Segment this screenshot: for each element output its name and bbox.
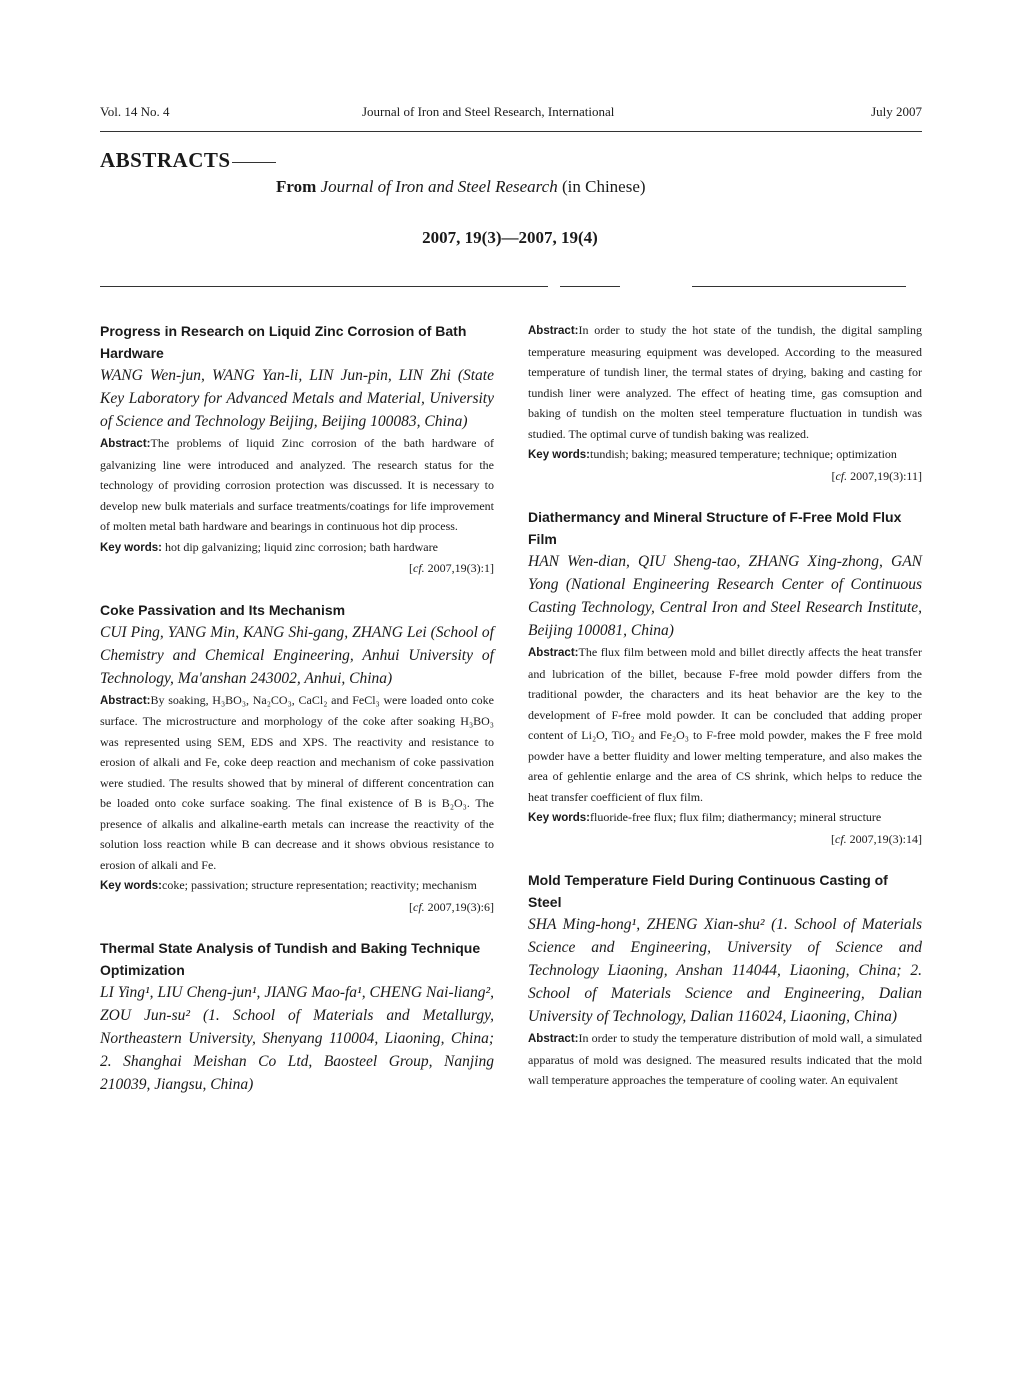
citation: [cf. 2007,19(3):1] [409,561,494,575]
article-title: Diathermancy and Mineral Structure of F-Free Mold Flux Film [528,509,902,547]
abstract-label: Abstract: [528,325,579,337]
abstract-label: Abstract: [528,647,579,659]
article-authors: WANG Wen-jun, WANG Yan-li, LIN Jun-pin, LIN Zhi (State Key Laboratory for Advanced Metals and Material, University of Science and Technology Beijing, Beijing 100083, China) [100,367,494,430]
keywords-text: fluoride-free flux; flux film; diathermancy; mineral structure [590,810,882,824]
cf-label: cf. [413,561,425,575]
issue-range: 2007, 19(3)—2007, 19(4) [422,228,598,247]
source-suffix: (in Chinese) [561,177,646,196]
keywords-label: Key words: [100,880,162,892]
volume-issue: Vol. 14 No. 4 [100,104,170,119]
article-title: Coke Passivation and Its Mechanism [100,601,346,618]
article-authors: LI Ying¹, LIU Cheng-jun¹, JIANG Mao-fa¹, CHENG Nai-liang², ZOU Jun-su² (1. School of Materials and Metallurgy, Northeastern University, Shenyang 110004, Liaoning, China; 2. Shanghai Meishan Co Ltd, Baosteel Group, Nanjing 210039, Jiangsu, China) [100,984,494,1093]
article-keywords [528,444,922,466]
abstract-text: The flux film between mold and billet directly affects the heat transfer and lubrication of the billet, because F-free mold powder differs from the traditional powder, the characters and its heat behavior are the key to the development of F-free mold powder. It can be concluded that adding proper content of Li₂O, TiO₂ and Fe₂O₃ to F-free mold powder, makes the F free mold powder have a better fluidity and lower melting temperature, and also makes the area of gehlentie enlarge and the area of CS shrink, which helps to reduce the heat transfer coefficient of flux film. [528,645,922,804]
section-title: ABSTRACTS [100,148,231,172]
article-keywords [100,875,494,897]
article [100,937,494,1096]
article-title: Mold Temperature Field During Continuous Casting of Steel [528,872,888,910]
citation: [cf. 2007,19(3):14] [831,831,922,846]
article-authors: CUI Ping, YANG Min, KANG Shi-gang, ZHANG Lei (School of Chemistry and Chemical Engineering, Anhui University of Technology, Ma'anshan 243002, Anhui, China) [100,623,494,687]
section-subtitle [276,177,646,197]
article [528,320,922,486]
article [100,320,494,579]
abstract-text: By soaking, H₃BO₃, Na₂CO₃, CaCl₂ and FeCl₃ were loaded onto coke surface. The microstructure and morphology of the coke after soaking H₃BO₃ was represented using SEM, EDS and XPS. The reactivity and resistance to erosion of alkali and Fe, coke deep reaction and mechanism of coke passivation were studied. The results showed that by mineral of different concentration can be loaded onto coke surface soaking. The final existence of B is B₂O₃. The presence of alkalis and alkaline-earth metals can increase the reactivity of the solution loss reaction while B can decrease and it shows obvious resistance to erosion of alkali and Fe. [100,692,494,872]
article-abstract [100,433,494,537]
abstract-label: Abstract: [100,694,151,707]
source-prefix: From [276,177,317,196]
article-keywords [528,807,922,829]
abstract-label: Abstract: [528,1033,579,1045]
article [100,599,494,918]
header-rule [100,131,922,132]
source-journal: Journal of Iron and Steel Research [320,177,558,196]
citation-ref: 2007,19(3):1] [427,561,494,575]
abstract-text: In order to study the temperature distribution of mold wall, a simulated apparatus of mold was designed. The measured results indicated that the mold wall temperature approaches the temperature of cooling water. An equivalent [528,1031,922,1087]
cf-label: cf. [835,831,847,846]
abstract-label: Abstract: [100,438,151,450]
article-title: Thermal State Analysis of Tundish and Baking Technique Optimization [100,940,481,978]
article-title: Progress in Research on Liquid Zinc Corrosion of Bath Hardware [100,323,467,361]
divider-rule-3 [692,286,906,287]
divider-rule-1 [100,286,548,287]
keywords-text: coke; passivation; structure representation; reactivity; mechanism [162,878,477,892]
article-authors: SHA Ming-hong¹, ZHENG Xian-shu² (1. School of Materials Science and Engineering, University of Science and Technology Liaoning, Anshan 114044, Liaoning, China; 2. School of Materials Science and Engineering, Dalian University of Technology, Dalian 116024, Liaoning, China) [528,916,922,1025]
issue-date: July 2007 [871,104,922,119]
article [528,506,922,849]
journal-name: Journal of Iron and Steel Research, International [362,104,615,119]
citation-ref: 2007,19(3):6] [427,899,494,914]
citation: [cf. 2007,19(3):11] [831,468,922,483]
article-abstract [100,690,494,876]
keywords-label: Key words: [100,541,162,554]
citation-ref: 2007,19(3):11] [850,468,922,483]
article-authors: HAN Wen-dian, QIU Sheng-tao, ZHANG Xing-zhong, GAN Yong (National Engineering Research Center of Continuous Casting Technology, Central Iron and Steel Research Institute, Beijing 100081, China) [528,553,922,639]
article-abstract [528,642,922,807]
keywords-label: Key words: [528,449,590,461]
keywords-label: Key words: [528,812,590,824]
keywords-text: tundish; baking; measured temperature; technique; optimization [590,447,897,461]
article [528,869,922,1091]
right-column [528,320,922,1111]
article-abstract [528,1028,922,1091]
keywords-text: hot dip galvanizing; liquid zinc corrosion; bath hardware [165,539,438,554]
divider-rule-2 [560,286,620,287]
left-column [100,320,494,1116]
title-dash [232,162,276,163]
running-head [100,104,922,124]
article-abstract [528,320,922,444]
article-keywords [100,537,494,559]
cf-label: cf. [413,899,425,914]
cf-label: cf. [835,468,848,483]
abstract-text: The problems of liquid Zinc corrosion of the bath hardware of galvanizing line were introduced and analyzed. The research status for the technology of providing corrosion protection was discussed. It is necessary to develop new bulk materials and surface treatments/coatings for life improvement of molten metal bath hardware and bearings in continuous hot dip process. [100,436,494,533]
citation: [cf. 2007,19(3):6] [409,899,494,914]
citation-ref: 2007,19(3):14] [849,831,922,846]
abstract-text: In order to study the hot state of the tundish, the digital sampling temperature measuring equipment was developed. According to the measured temperature of tundish liner, the termal states of drying, baking and casting for tundish liner were analyzed. The effect of heating time, gas comsuption and baking of tundish on the molten steel temperature fluctuation in tundish was studied. The optimal curve of tundish baking was realized. [528,323,922,441]
